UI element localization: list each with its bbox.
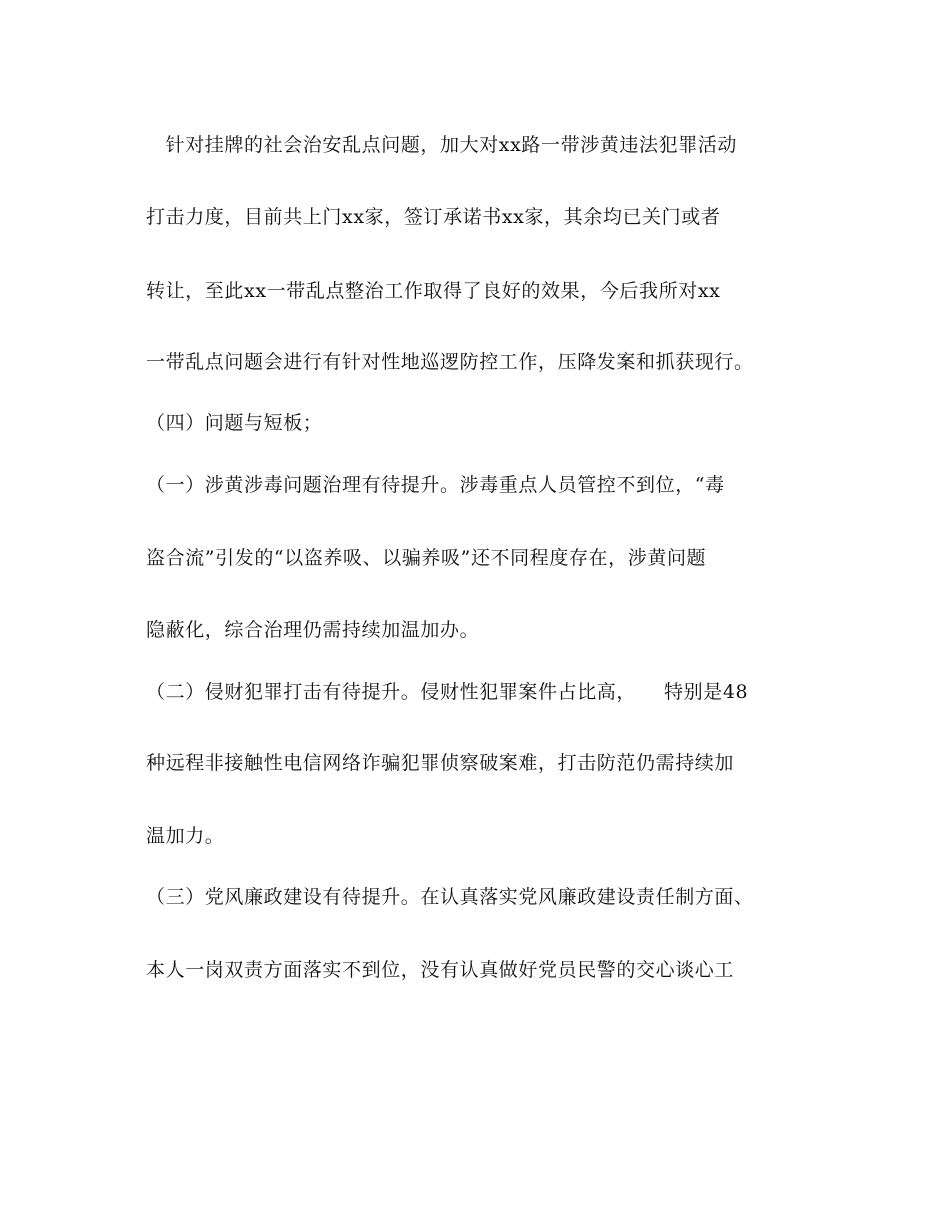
paragraph-line: 一带乱点问题会进行有针对性地巡逻防控工作，压降发案和抓获现行。: [146, 351, 754, 373]
paragraph-line: （一）涉黄涉毒问题治理有待提升。涉毒重点人员管控不到位，“毒: [146, 474, 725, 496]
paragraph-line: 转让，至此xx一带乱点整治工作取得了良好的效果，今后我所对xx: [146, 280, 721, 302]
paragraph-line: （三）党风廉政建设有待提升。在认真落实党风廉政建设责任制方面、: [146, 886, 754, 908]
paragraph-line: 本人一岗双责方面落实不到位，没有认真做好党员民警的交心谈心工: [146, 959, 735, 981]
paragraph-line: [146, 680, 748, 704]
paragraph-line: 盗合流”引发的“以盗养吸、以骗养吸”还不同程度存在，涉黄问题: [146, 547, 707, 569]
paragraph-line: 针对挂牌的社会治安乱点问题，加大对xx路一带涉黄违法犯罪活动: [146, 134, 738, 156]
paragraph-line: 种远程非接触性电信网络诈骗犯罪侦察破案难，打击防范仍需持续加: [146, 752, 735, 774]
paragraph-line-end: 特别是48: [664, 681, 749, 703]
section-heading: （四）问题与短板；: [146, 412, 323, 434]
paragraph-line: 打击力度，目前共上门xx家，签订承诺书xx家，其余均已关门或者: [146, 206, 721, 228]
paragraph-line: 温加力。: [146, 825, 225, 847]
paragraph-line-start: （二）侵财犯罪打击有待提升。侵财性犯罪案件占比高，: [146, 681, 637, 703]
paragraph-line: 隐蔽化，综合治理仍需持续加温加办。: [146, 619, 480, 641]
